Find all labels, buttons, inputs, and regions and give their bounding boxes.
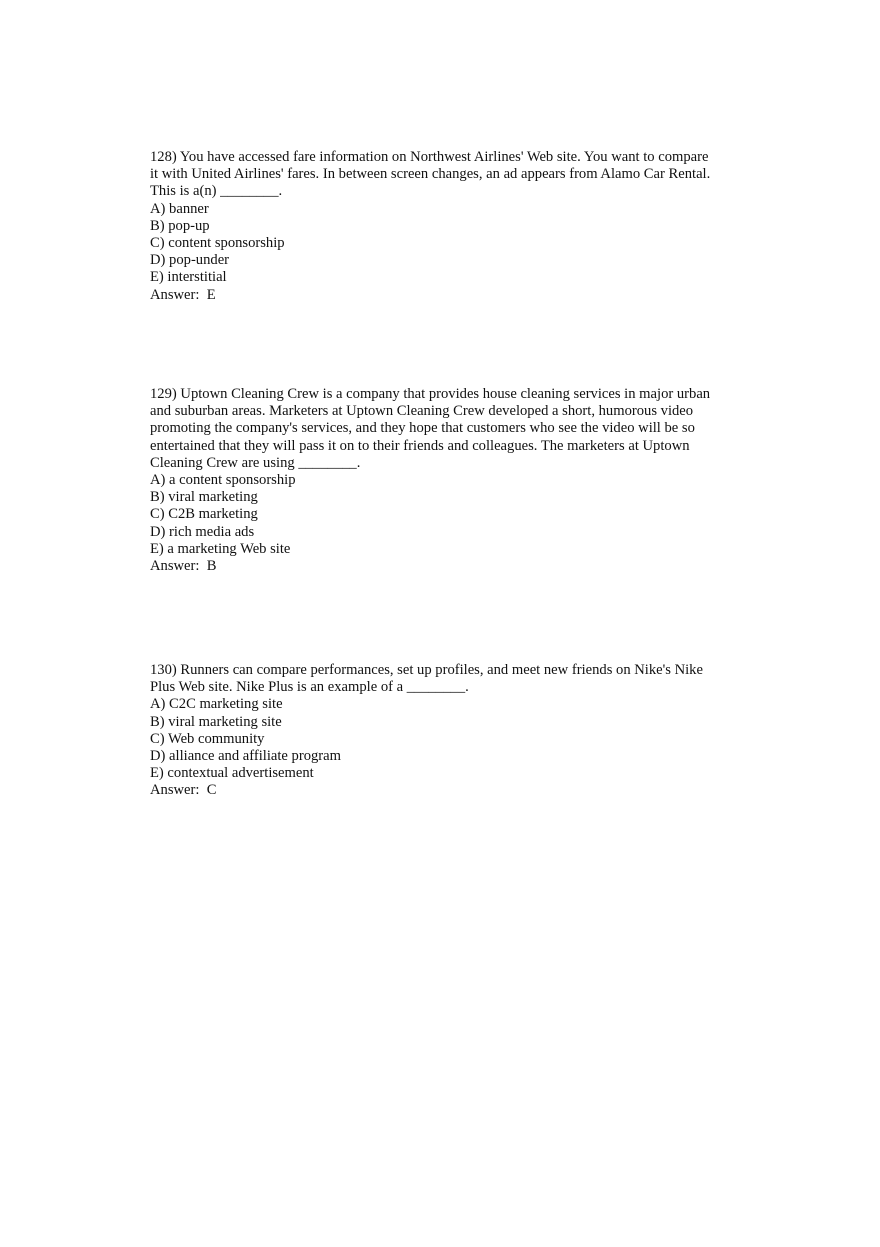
option-e: E) interstitial bbox=[150, 269, 227, 286]
question-text-line: Plus Web site. Nike Plus is an example of a ________. bbox=[150, 679, 469, 696]
option-c: C) Web community bbox=[150, 730, 265, 747]
option-d: D) alliance and affiliate program bbox=[150, 748, 341, 765]
option-b: B) pop-up bbox=[150, 217, 210, 234]
option-e: E) contextual advertisement bbox=[150, 765, 314, 782]
option-a: A) banner bbox=[150, 200, 209, 217]
question-text-line: entertained that they will pass it on to their friends and colleagues. The marketers at Uptown bbox=[150, 437, 690, 454]
option-b: B) viral marketing bbox=[150, 489, 258, 506]
option-b: B) viral marketing site bbox=[150, 713, 282, 730]
question-text-line: 129) Uptown Cleaning Crew is a company that provides house cleaning services in major urban bbox=[150, 386, 711, 402]
option-c: C) content sponsorship bbox=[150, 235, 285, 252]
question-text-line: Cleaning Crew are using ________. bbox=[150, 454, 361, 471]
question-text-line: This is a(n) ________. bbox=[150, 183, 283, 200]
question-128 bbox=[150, 149, 740, 304]
question-text-line: and suburban areas. Marketers at Uptown Cleaning Crew developed a short, humorous video bbox=[150, 403, 694, 420]
question-text-line: 128) You have accessed fare information on Northwest Airlines' Web site. You want to compare bbox=[150, 149, 709, 165]
option-e: E) a marketing Web site bbox=[150, 540, 291, 557]
question-130 bbox=[150, 662, 740, 800]
answer-line: Answer: E bbox=[150, 286, 216, 303]
question-text-line: it with United Airlines' fares. In between screen changes, an ad appears from Alamo Car Rental. bbox=[150, 166, 711, 183]
option-d: D) rich media ads bbox=[150, 523, 255, 540]
option-a: A) C2C marketing site bbox=[150, 696, 283, 713]
option-d: D) pop-under bbox=[150, 252, 230, 269]
option-c: C) C2B marketing bbox=[150, 506, 258, 523]
question-text-line: 130) Runners can compare performances, set up profiles, and meet new friends on Nike's Nike bbox=[150, 662, 703, 678]
option-a: A) a content sponsorship bbox=[150, 472, 296, 489]
answer-line: Answer: C bbox=[150, 782, 217, 799]
answer-line: Answer: B bbox=[150, 558, 217, 575]
question-129 bbox=[150, 386, 740, 575]
question-text-line: promoting the company's services, and they hope that customers who see the video will be so bbox=[150, 420, 695, 437]
